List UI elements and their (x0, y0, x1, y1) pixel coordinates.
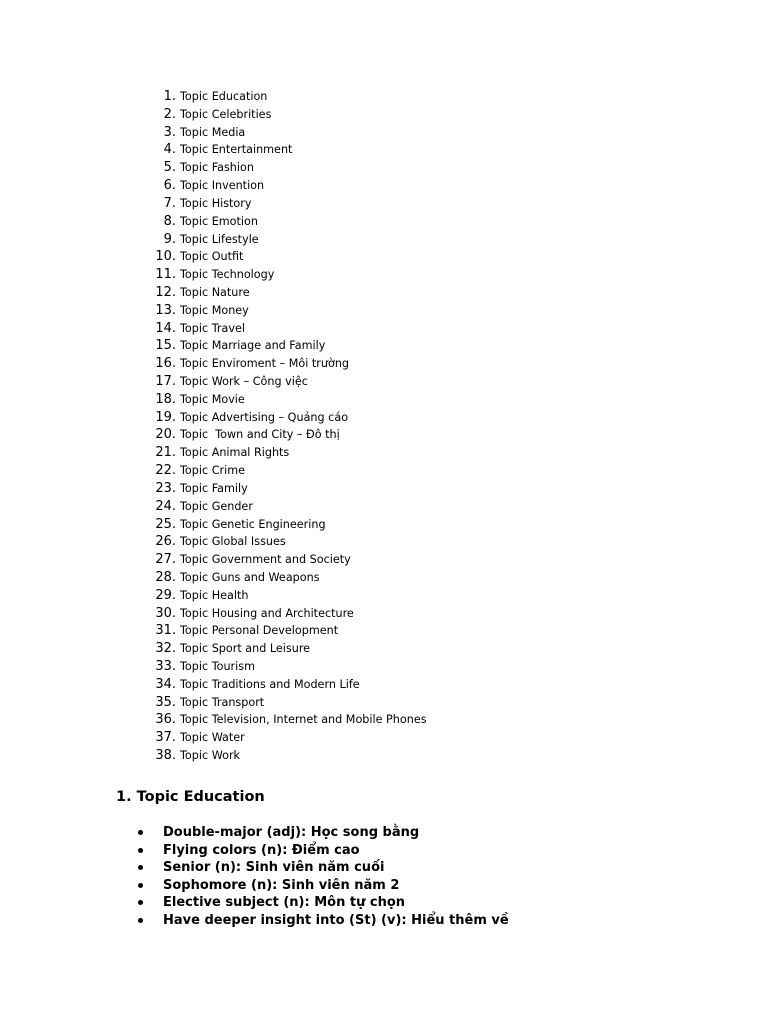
topic-number: 31. (155, 623, 176, 639)
topic-number: 13. (155, 302, 176, 318)
vocabulary-item (0, 894, 700, 912)
vocabulary-entry: Flying colors (n): Điểm cao (163, 842, 360, 858)
topic-list-item (0, 248, 700, 266)
topic-title: Topic Work – Công việc (180, 375, 308, 388)
topic-title: Topic Gender (180, 499, 253, 513)
topic-title: Topic Emotion (180, 214, 258, 228)
topic-list-item (0, 355, 700, 373)
topic-list-item (0, 213, 700, 231)
topic-title: Topic Transport (180, 695, 265, 709)
topic-number: 26. (155, 534, 176, 550)
topic-number: 14. (155, 320, 176, 336)
topic-list-item (0, 409, 700, 427)
topic-list-item (0, 159, 700, 177)
topic-list-item (0, 533, 700, 551)
topic-number: 7. (163, 195, 176, 211)
topic-title: Topic Tourism (180, 660, 255, 673)
topic-list-item (0, 711, 700, 729)
topic-number: 10. (155, 249, 176, 265)
vocabulary-entry: Have deeper insight into (St) (v): Hiểu thêm về (163, 912, 509, 928)
topic-title: Topic Entertainment (180, 143, 293, 157)
section-heading: 1. Topic Education (116, 789, 265, 805)
topic-number: 25. (155, 516, 176, 532)
topic-number: 5. (163, 160, 176, 176)
topic-number: 12. (155, 284, 176, 300)
topic-list-item (0, 302, 700, 320)
topic-title: Topic Animal Rights (180, 446, 290, 460)
topic-title: Topic Work (180, 749, 241, 763)
topic-title: Topic Traditions and Modern Life (180, 677, 360, 691)
topic-list-item (0, 320, 700, 338)
topic-number: 8. (163, 213, 176, 229)
topic-list-item (0, 640, 700, 658)
topic-number: 3. (163, 124, 176, 140)
topic-list-item (0, 141, 700, 159)
topic-title: Topic Genetic Engineering (180, 517, 326, 531)
topic-title: Topic Fashion (180, 161, 254, 175)
bullet-icon (138, 830, 143, 835)
topic-title: Topic Enviroment – Môi trường (180, 357, 350, 371)
topic-title: Topic Marriage and Family (180, 339, 326, 353)
topic-title: Topic History (180, 196, 252, 210)
topic-title: Topic Water (180, 731, 245, 745)
topic-number: 34. (155, 676, 176, 692)
topic-list-item (0, 373, 700, 391)
topic-list-item (0, 605, 700, 623)
topic-list-item (0, 88, 700, 106)
topic-number: 15. (155, 338, 176, 354)
topic-number: 33. (155, 659, 176, 674)
topic-list-item (0, 676, 700, 694)
topic-title: Topic Nature (180, 285, 250, 299)
topic-title: Topic Global Issues (180, 535, 286, 549)
topic-list-item (0, 480, 700, 498)
bullet-icon (138, 883, 143, 888)
topic-list-item (0, 498, 700, 516)
topic-title: Topic Guns and Weapons (180, 570, 320, 584)
topic-number: 18. (155, 391, 176, 407)
topic-number: 4. (163, 142, 176, 158)
topic-list-item (0, 729, 700, 747)
topic-list-item (0, 231, 700, 249)
topic-title: Topic Money (180, 303, 249, 317)
topic-number: 38. (155, 748, 176, 764)
vocabulary-item (0, 842, 700, 860)
topic-title: Topic Crime (180, 464, 245, 478)
topic-number: 17. (155, 374, 176, 389)
topic-number: 24. (155, 498, 176, 514)
topic-list-item (0, 266, 700, 284)
topic-number: 19. (155, 409, 176, 425)
topic-number: 28. (155, 569, 176, 585)
topic-number: 35. (155, 694, 176, 710)
topic-list-item (0, 124, 700, 142)
topic-number: 37. (155, 730, 176, 746)
topic-list-item (0, 462, 700, 480)
vocabulary-entry: Double-major (adj): Học song bằng (163, 825, 420, 840)
vocabulary-list (0, 824, 700, 930)
topic-list-item (0, 516, 700, 534)
topic-number: 16. (155, 356, 176, 372)
topic-list-item (0, 177, 700, 195)
topic-number: 11. (155, 267, 176, 283)
topic-list-item (0, 694, 700, 712)
vocabulary-item (0, 877, 700, 895)
vocabulary-item (0, 824, 700, 842)
topic-number: 29. (155, 587, 176, 603)
topic-title: Topic Outfit (180, 250, 244, 264)
topic-title: Topic Travel (180, 321, 245, 335)
topic-title: Topic Invention (180, 179, 265, 193)
topic-number: 27. (155, 552, 176, 568)
topic-title: Topic Education (180, 90, 268, 103)
topic-number: 22. (155, 463, 176, 479)
topic-number: 6. (163, 178, 176, 194)
topic-list-item (0, 391, 700, 409)
topic-title: Topic Government and Society (180, 553, 351, 567)
bullet-icon (138, 900, 143, 905)
topic-title: Topic Lifestyle (180, 232, 259, 246)
topic-title: Topic Personal Development (180, 624, 339, 638)
bullet-icon (138, 865, 143, 870)
topic-title: Topic Town and City – Đô thị (180, 428, 340, 442)
topic-number: 1. (163, 89, 176, 104)
topic-list-item (0, 195, 700, 213)
topic-title: Topic Technology (180, 268, 275, 282)
topic-list-item (0, 106, 700, 124)
vocabulary-entry: Senior (n): Sinh viên năm cuối (163, 860, 385, 876)
vocabulary-entry: Sophomore (n): Sinh viên năm 2 (163, 877, 400, 893)
topic-title: Topic Housing and Architecture (180, 606, 354, 620)
topic-number: 2. (163, 106, 176, 122)
topic-list-item (0, 747, 700, 765)
topic-list-item (0, 284, 700, 302)
topic-number: 21. (155, 445, 176, 461)
topic-number: 32. (155, 641, 176, 657)
topic-list-item (0, 658, 700, 676)
topic-number: 36. (155, 712, 176, 728)
topic-number: 30. (155, 605, 176, 621)
bullet-icon (138, 848, 143, 853)
topic-title: Topic Celebrities (180, 107, 272, 121)
bullet-icon (138, 918, 143, 923)
topic-title: Topic Advertising – Quảng cáo (180, 410, 349, 424)
vocabulary-entry: Elective subject (n): Môn tự chọn (163, 895, 406, 911)
topic-title: Topic Sport and Leisure (180, 642, 311, 656)
topic-list (0, 88, 700, 765)
topic-list-item (0, 337, 700, 355)
topic-title: Topic Media (180, 125, 246, 139)
topic-list-item (0, 551, 700, 569)
topic-title: Topic Television, Internet and Mobile Phones (180, 713, 427, 727)
vocabulary-item (0, 912, 700, 930)
topic-list-item (0, 622, 700, 640)
topic-list-item (0, 569, 700, 587)
topic-list-item (0, 426, 700, 444)
vocabulary-item (0, 859, 700, 877)
topic-title: Topic Movie (180, 392, 245, 406)
topic-number: 23. (155, 480, 176, 496)
topic-number: 9. (163, 231, 176, 247)
topic-list-item (0, 587, 700, 605)
topic-title: Topic Health (180, 588, 249, 602)
topic-title: Topic Family (180, 481, 248, 495)
topic-list-item (0, 444, 700, 462)
topic-number: 20. (155, 427, 176, 443)
